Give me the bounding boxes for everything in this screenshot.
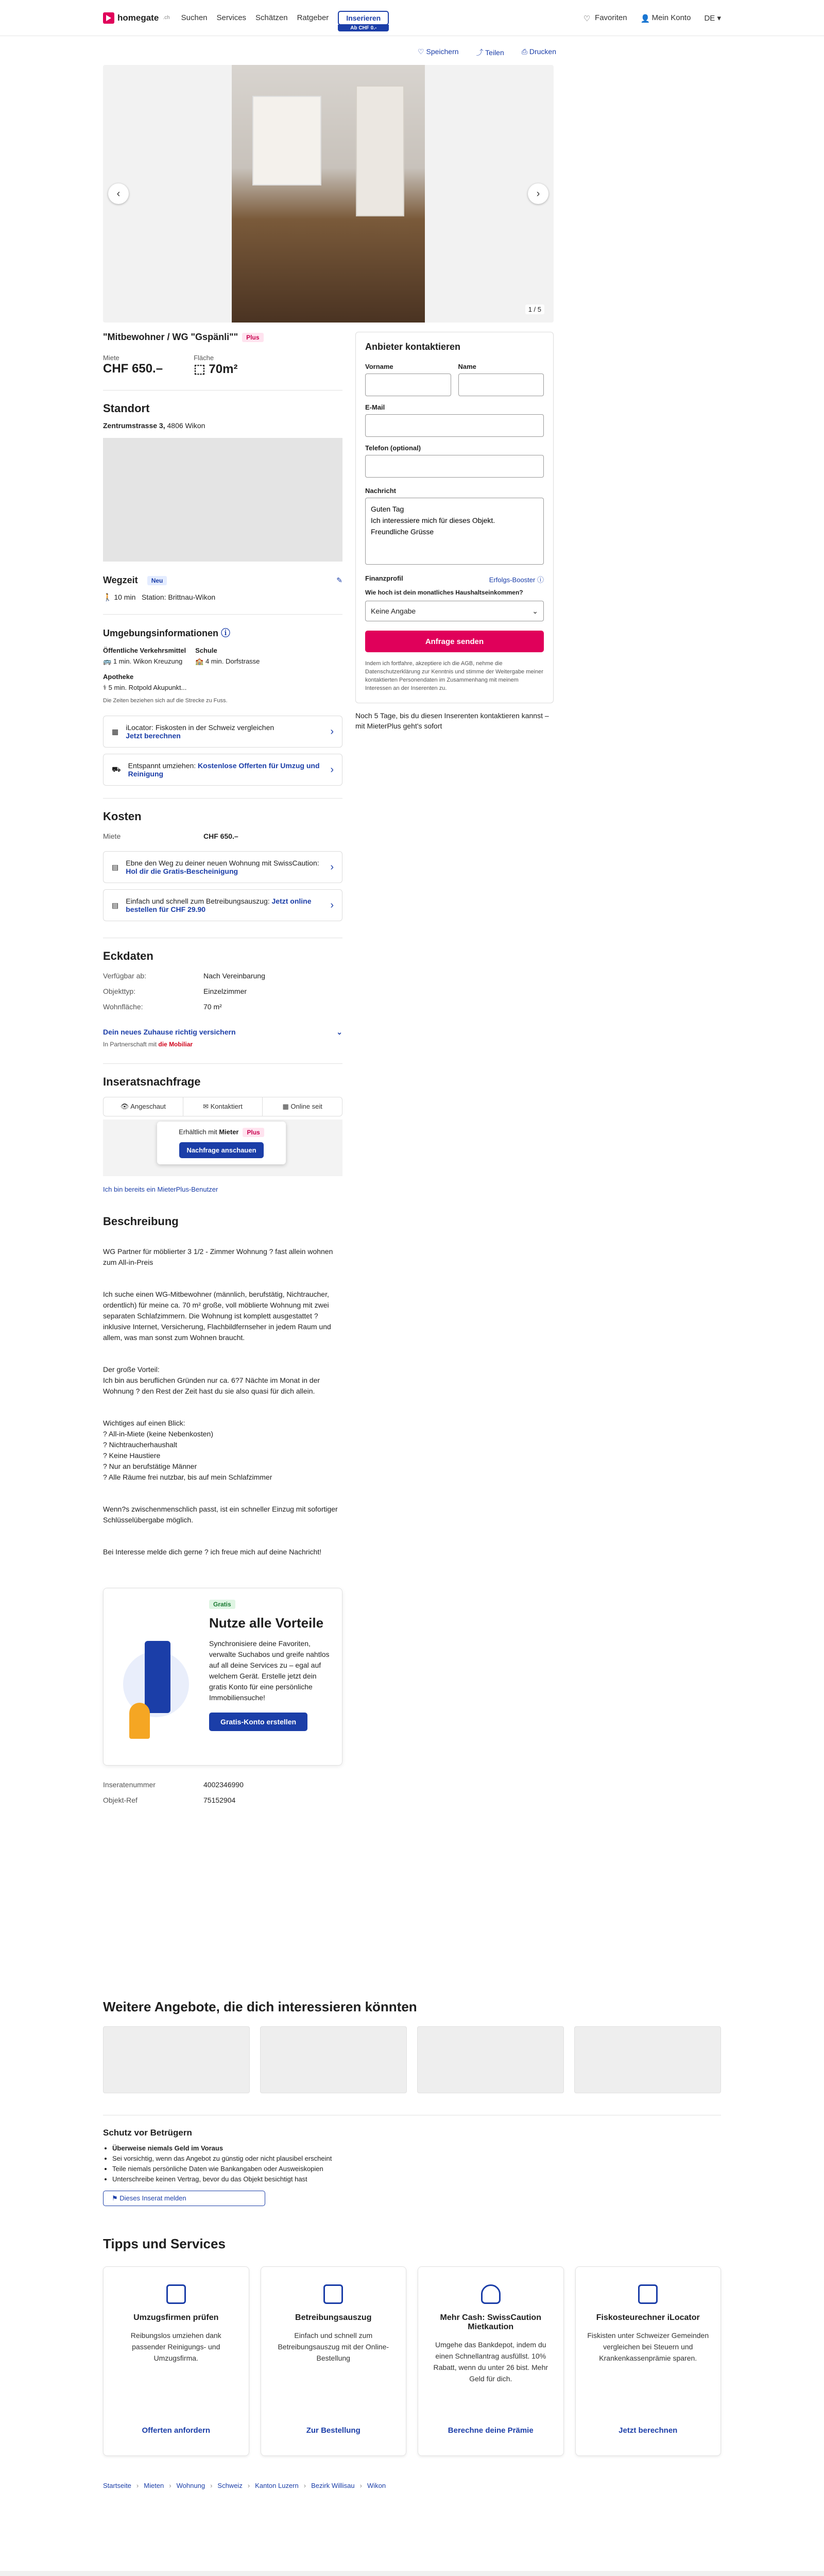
recommendations	[103, 1999, 721, 2489]
message-label: Nachricht	[365, 487, 396, 495]
phone-input[interactable]	[365, 455, 544, 478]
description-heading: Beschreibung	[103, 1215, 179, 1228]
insurance-label: Dein neues Zuhause richtig versichern	[103, 1028, 236, 1036]
image-gallery[interactable]	[103, 65, 554, 323]
gallery-next-button[interactable]: ›	[528, 183, 548, 204]
moving-text: Entspannt umziehen:	[128, 761, 198, 770]
already-user-link[interactable]: Ich bin bereits ein MieterPlus-Benutzer	[103, 1185, 218, 1193]
account-label: Mein Konto	[651, 13, 691, 22]
breadcrumb: Startseite › Mieten › Wohnung › Schweiz › Kanton Luzern › Bezirk Willisau › Wikon	[103, 2482, 386, 2489]
breadcrumb-item[interactable]: Wikon	[367, 2482, 386, 2489]
mobiliar-logo: die Mobiliar	[158, 1041, 193, 1048]
tips-grid	[103, 2266, 721, 2456]
location-map[interactable]	[103, 438, 342, 562]
calendar-icon: ▦	[282, 1103, 291, 1110]
insert-button[interactable]	[338, 11, 389, 31]
tips-heading: Tipps und Services	[103, 2236, 226, 2251]
area-value: 70m²	[209, 362, 238, 376]
gallery-counter: 1 / 5	[525, 304, 544, 314]
description-paragraph: Der große Vorteil: Ich bin aus beruflichen Gründen nur ca. 6?7 Nächte im Monat in der Wohnung ? den Rest der Zeit hast du sie also quasi für dich allein.	[103, 1365, 320, 1395]
income-question: Wie hoch ist dein monatliches Haushaltseinkommen?	[365, 589, 523, 596]
top-header	[0, 0, 824, 36]
plus-badge: Plus	[243, 1128, 264, 1137]
fraud-tip: • Überweise niemals Geld im Voraus	[112, 2143, 721, 2154]
map-icon	[638, 2284, 658, 2304]
tip-title: Umzugsfirmen prüfen	[133, 2313, 219, 2322]
object-ref-value: 75152904	[203, 1796, 236, 1804]
document-icon	[323, 2284, 343, 2304]
school-icon: 🏫	[195, 657, 205, 665]
breadcrumb-item[interactable]: Mieten	[144, 2482, 164, 2489]
contact-form	[355, 332, 554, 703]
nav-ratgeber[interactable]: Ratgeber	[297, 13, 329, 22]
living-area-label: Wohnfläche:	[103, 1003, 143, 1011]
submit-button[interactable]: Anfrage senden	[365, 631, 544, 652]
plus-badge: Plus	[242, 333, 263, 342]
ilocator-link[interactable]: Jetzt berechnen	[126, 732, 181, 740]
tip-card[interactable]	[575, 2266, 722, 2456]
phone-label: Telefon (optional)	[365, 444, 421, 452]
fraud-heading: Schutz vor Betrügern	[103, 2128, 192, 2138]
insurance-accordion[interactable]	[103, 1028, 342, 1037]
heart-icon: ♡	[583, 14, 591, 24]
available-label: Verfügbar ab:	[103, 972, 147, 980]
firstname-input[interactable]	[365, 374, 451, 396]
description-paragraph: WG Partner für möblierter 3 1/2 - Zimmer Wohnung ? fast allein wohnen zum All-in-Preis	[103, 1247, 333, 1266]
flag-icon: ⚑	[112, 2194, 120, 2202]
tip-card[interactable]	[103, 2266, 249, 2456]
benefits-text: Synchronisiere deine Favoriten, verwalte Suchabos und greife nahtlos auf all deine Services zu – egal auf welchem Gerät. Erstelle jetzt dein gratis Konto für eine persönliche Immobiliensuche!	[209, 1639, 330, 1702]
swisscaution-text: Ebne den Weg zu deiner neuen Wohnung mit SwissCaution:	[126, 859, 319, 867]
object-ref-label: Objekt-Ref	[103, 1796, 138, 1804]
demand-heading: Inseratsnachfrage	[103, 1075, 201, 1088]
truck-icon: ⛟	[112, 765, 121, 773]
tip-title: Betreibungsauszug	[295, 2313, 372, 2322]
demand-button[interactable]: Nachfrage anschauen	[179, 1142, 263, 1158]
route-station: Station: Brittnau-Wikon	[142, 593, 216, 601]
pharmacy-icon: ⚕	[103, 684, 109, 691]
chevron-down-icon: ⌄	[336, 1028, 342, 1036]
rent-value: CHF 650.–	[103, 362, 163, 376]
description-paragraph: Ich suche einen WG-Mitbewohner (männlich, berufstätig, Nichtraucher, ordentlich) für meine ca. 70 m² große, voll möblierte Wohnung mit zwei separaten Schlafzimmern. Die Wohnung ist komplett ausgestattet ? inklusive Internet, Versicherung, Flachbildfernseher in jedem Raum und allem, was man sonst zum Wohnen braucht.	[103, 1290, 331, 1342]
costs-heading: Kosten	[103, 810, 142, 823]
chevron-right-icon: ›	[330, 899, 334, 911]
extract-link[interactable]: Jetzt online bestellen für CHF 29.90	[126, 897, 312, 913]
route-heading: Wegzeit	[103, 575, 138, 585]
gallery-prev-button[interactable]: ‹	[108, 183, 129, 204]
insert-price: Ab CHF 0.-	[338, 25, 389, 31]
tip-title: Fiskosteurechner iLocator	[596, 2313, 700, 2322]
listing-id-value: 4002346990	[203, 1781, 244, 1789]
booster-link[interactable]: Erfolgs-Booster	[489, 576, 536, 584]
title-text: "Mitbewohner / WG "Gspänli""	[103, 332, 238, 342]
tip-text: Umgehe das Bankdepot, indem du einen Schnellantrag ausfüllst. 10% Rabatt, wenn du unter 26 bist. Mehr Geld für dich.	[433, 2341, 548, 2383]
walk-icon: 🚶	[103, 593, 114, 601]
firstname-label: Vorname	[365, 363, 393, 370]
document-icon: ▤	[112, 901, 119, 909]
fraud-tip: • Sei vorsichtig, wenn das Angebot zu günstig oder nicht plausibel erscheint	[112, 2154, 721, 2164]
type-label: Objekttyp:	[103, 987, 136, 995]
legal-text: Indem ich fortfahre, akzeptiere ich die AGB, nehme die Datenschutzerklärung zur Kenntnis und stimme der Weitergabe meiner kontaktierten Personendaten im Zusammenhang mit meinem Interessen an der Inserenten zu.	[365, 660, 543, 691]
new-badge: Neu	[147, 576, 167, 585]
main-nav	[181, 13, 329, 22]
pharmacy-value: 5 min. Rotpold Akupunkt...	[108, 684, 187, 691]
report-label: Dieses Inserat melden	[119, 2194, 186, 2202]
school-label: Schule	[195, 647, 217, 654]
gratis-badge: Gratis	[209, 1600, 235, 1609]
bus-icon: 🚌	[103, 657, 113, 665]
tip-link[interactable]: Jetzt berechnen	[619, 2426, 678, 2435]
logo-sub: .ch	[163, 15, 170, 21]
tip-text: Fiskisten unter Schweizer Gemeinden vergleichen bei Steuern und Krankenkassenprämie sparen.	[587, 2331, 709, 2362]
nav-services[interactable]: Services	[216, 13, 247, 22]
chevron-right-icon: ›	[330, 725, 334, 737]
swisscaution-card[interactable]	[103, 851, 342, 883]
extract-text: Einfach und schnell zum Betreibungsauszug:	[126, 897, 272, 905]
benefits-heading: Nutze alle Vorteile	[209, 1615, 324, 1631]
breadcrumb-item[interactable]: Kanton Luzern	[255, 2482, 299, 2489]
main-content	[0, 332, 824, 2032]
language-selector[interactable]: DE ▾	[704, 13, 721, 23]
moving-card[interactable]	[103, 754, 342, 786]
mieter-text: Mieter	[219, 1128, 239, 1136]
listing-id-label: Inseratenummer	[103, 1781, 156, 1789]
reco-card[interactable]	[260, 2026, 407, 2093]
create-account-button[interactable]: Gratis-Konto erstellen	[209, 1713, 307, 1731]
eye-icon: 👁	[120, 1103, 131, 1110]
homegate-logo[interactable]	[103, 12, 170, 24]
print-label: Drucken	[529, 47, 556, 56]
info-icon[interactable]: ⓘ	[537, 576, 544, 584]
share-label: Teilen	[485, 48, 504, 57]
extract-card[interactable]	[103, 889, 342, 921]
tip-card[interactable]	[261, 2266, 407, 2456]
mail-icon: ✉	[203, 1103, 211, 1110]
tip-card[interactable]	[418, 2266, 564, 2456]
favorites-link[interactable]	[583, 13, 627, 22]
breadcrumb-item[interactable]: Schweiz	[217, 2482, 243, 2489]
favorites-label: Favoriten	[595, 13, 627, 22]
benefits-card	[103, 1588, 342, 1766]
insert-label: Inserieren	[346, 13, 381, 22]
description-paragraph: Bei Interesse melde dich gerne ? ich freue mich auf deine Nachricht!	[103, 1548, 322, 1556]
type-value: Einzelzimmer	[203, 987, 247, 995]
income-select[interactable]	[365, 601, 544, 621]
user-icon: 👤	[640, 14, 650, 24]
transport-value: 1 min. Wikon Kreuzung	[113, 657, 183, 665]
lastname-label: Name	[458, 363, 476, 370]
fraud-tip: • Unterschreibe keinen Vertrag, bevor du das Objekt besichtigt hast	[112, 2174, 721, 2184]
demand-blur	[103, 1120, 342, 1176]
description-paragraph: Wichtiges auf einen Blick: ? All-in-Miete (keine Nebenkosten) ? Nichtraucherhaushalt ? Keine Haustiere ? Nur an berufstätige Männer ? Alle Räume frei nutzbar, bis auf mein Schlafzimmer	[103, 1419, 272, 1481]
report-button[interactable]	[103, 2191, 265, 2206]
share-bar	[0, 36, 824, 58]
breadcrumb-item[interactable]: Startseite	[103, 2482, 131, 2489]
contact-heading: Anbieter kontaktieren	[365, 342, 461, 352]
ilocator-text: iLocator: Fiskosten in der Schweiz vergleichen	[126, 723, 274, 732]
account-link[interactable]	[641, 13, 691, 22]
calculator-icon: ▦	[112, 727, 119, 736]
details-heading: Eckdaten	[103, 950, 153, 962]
contacted-label: Kontaktiert	[210, 1103, 243, 1110]
area-icon: ⬚	[194, 362, 209, 376]
document-icon: ▤	[112, 862, 119, 871]
description-paragraph: Wenn?s zwischenmenschlich passt, ist ein schneller Einzug mit sofortiger Schlüsselübergabe möglich.	[103, 1505, 338, 1524]
available-value: Nach Vereinbarung	[203, 972, 265, 980]
online-label: Online seit	[290, 1103, 322, 1110]
pharmacy-label: Apotheke	[103, 673, 134, 681]
living-area-value: 70 m²	[203, 1003, 222, 1011]
tip-title: Mehr Cash: SwissCaution Mietkaution	[440, 2313, 541, 2331]
costs-rent-label: Miete	[103, 832, 121, 840]
surroundings-heading: Umgebungsinformationen	[103, 628, 218, 638]
breadcrumb-item[interactable]: Wohnung	[176, 2482, 205, 2489]
info-icon[interactable]: ⓘ	[221, 628, 231, 638]
tip-text: Einfach und schnell zum Betreibungsauszug mit der Online-Bestellung	[278, 2331, 389, 2362]
lastname-input[interactable]	[458, 374, 544, 396]
reco-card[interactable]	[103, 2026, 250, 2093]
footer	[0, 2571, 824, 2576]
truck-icon	[166, 2284, 186, 2304]
tip-text: Reibungslos umziehen dank passender Reinigungs- und Umzugsfirma.	[130, 2331, 221, 2362]
swisscaution-link[interactable]: Hol dir die Gratis-Bescheinigung	[126, 867, 238, 875]
fraud-tip: • Teile niemals persönliche Daten wie Bankangaben oder Ausweiskopien	[112, 2164, 721, 2174]
chevron-down-icon: ⌄	[532, 606, 538, 615]
logo-text: homegate	[117, 12, 159, 23]
tip-link[interactable]: Berechne deine Prämie	[448, 2426, 534, 2435]
avail-text: Erhältlich mit	[179, 1128, 219, 1136]
reco-heading: Weitere Angebote, die dich interessieren könnten	[103, 1999, 417, 2014]
reco-card[interactable]	[574, 2026, 721, 2093]
contact-wait-note: Noch 5 Tage, bis du diesen Inserenten kontaktieren kannst – mit MieterPlus geht's sofort	[355, 711, 549, 730]
school-value: 4 min. Dorfstrasse	[205, 657, 260, 665]
chevron-right-icon: ›	[330, 861, 334, 873]
location-heading: Standort	[103, 402, 150, 415]
income-value: Keine Angabe	[371, 607, 416, 615]
description-body	[103, 1235, 342, 1568]
finance-label: Finanzprofil	[365, 574, 403, 582]
reco-card[interactable]	[417, 2026, 564, 2093]
email-label: E-Mail	[365, 403, 385, 411]
language-label: DE	[704, 13, 715, 23]
breadcrumb-item[interactable]: Bezirk Willisau	[311, 2482, 355, 2489]
listing-photo[interactable]	[232, 65, 425, 323]
address-city: 4806 Wikon	[167, 421, 205, 430]
moving-link[interactable]: Kostenlose Offerten für Umzug und Reinigung	[128, 761, 320, 778]
edit-route-icon[interactable]: ✎	[336, 576, 342, 584]
print-button[interactable]: ⎙ Drucken	[521, 47, 556, 56]
save-button[interactable]: ♡ Speichern	[418, 47, 459, 56]
surroundings-note: Die Zeiten beziehen sich auf die Strecke zu Fuss.	[103, 698, 228, 704]
tip-link[interactable]: Offerten anfordern	[142, 2426, 210, 2435]
costs-rent-value: CHF 650.–	[203, 832, 238, 840]
contact-column	[355, 332, 554, 731]
shield-icon	[481, 2284, 501, 2304]
listing-column	[103, 332, 342, 1808]
route-time: 10 min	[114, 593, 136, 601]
address-street: Zentrumstrasse 3,	[103, 421, 165, 430]
area-label: Fläche	[194, 354, 214, 362]
listing-title	[103, 332, 342, 343]
email-input[interactable]	[365, 414, 544, 437]
share-button[interactable]: ⤴ Teilen	[476, 48, 504, 57]
fraud-section	[103, 2115, 721, 2206]
partner-label: In Partnerschaft mit	[103, 1041, 157, 1048]
logo-icon	[103, 12, 114, 24]
ilocator-card[interactable]	[103, 716, 342, 748]
benefits-illustration	[114, 1631, 199, 1744]
viewed-label: Angeschaut	[130, 1103, 166, 1110]
transport-label: Öffentliche Verkehrsmittel	[103, 647, 186, 654]
rent-label: Miete	[103, 354, 119, 362]
reco-placeholders	[103, 2026, 721, 2093]
nav-schaetzen[interactable]: Schätzen	[255, 13, 288, 22]
message-textarea[interactable]	[365, 498, 544, 565]
save-label: Speichern	[426, 47, 459, 56]
tip-link[interactable]: Zur Bestellung	[306, 2426, 360, 2435]
nav-suchen[interactable]: Suchen	[181, 13, 208, 22]
chevron-right-icon: ›	[330, 764, 334, 775]
